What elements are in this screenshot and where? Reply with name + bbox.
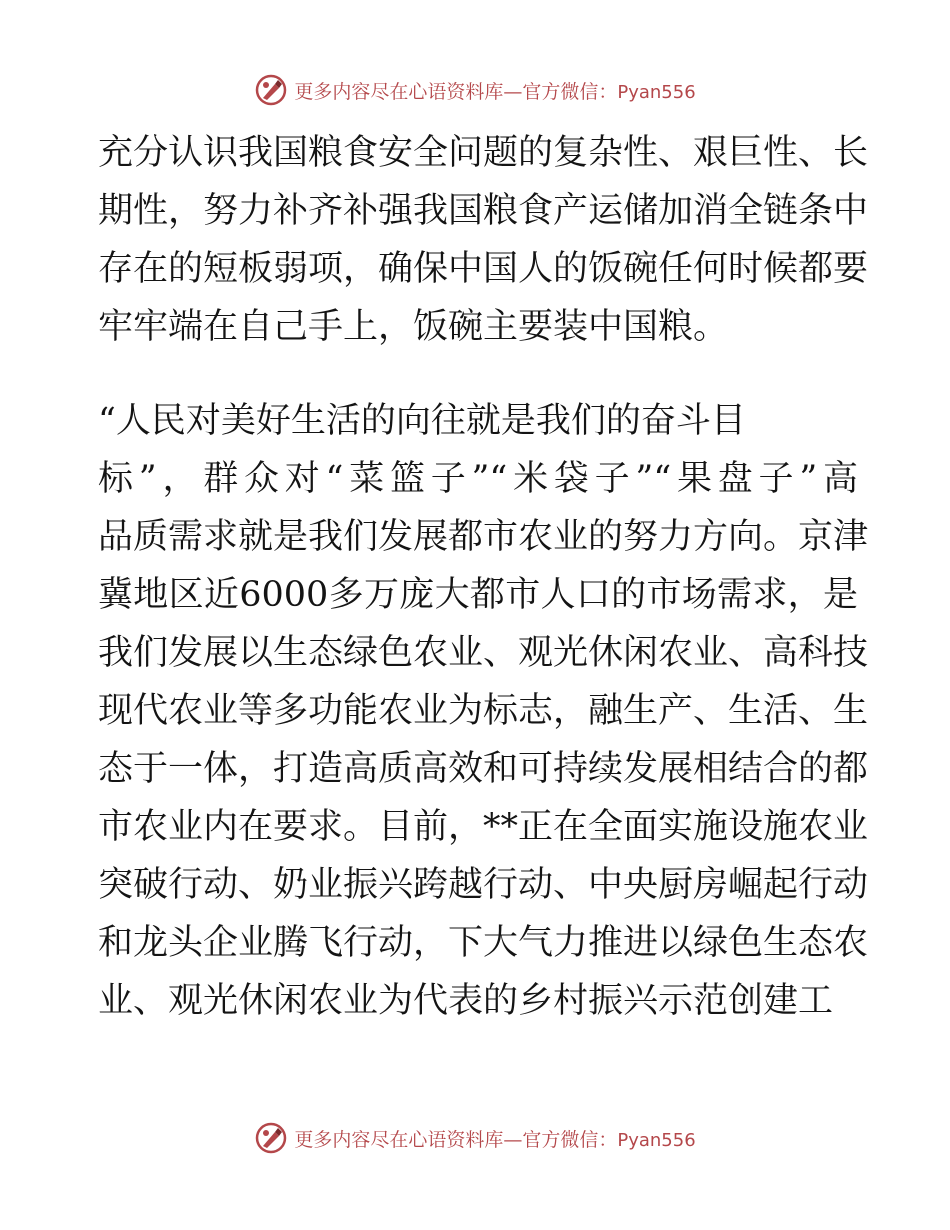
text-line: 和龙头企业腾飞行动，下大气力推进以绿色生态农 [98,923,869,963]
pen-logo-icon [254,73,288,107]
text-line: 品质需求就是我们发展都市农业的努力方向。京津 [98,517,869,557]
text-line: 我们发展以生态绿色农业、观光休闲农业、高科技 [98,633,869,673]
footer-banner [0,1118,950,1158]
text-line: 充分认识我国粮食安全问题的复杂性、艰巨性、长 [98,133,869,173]
text-line: 期性，努力补齐补强我国粮食产运储加消全链条中 [98,191,869,231]
text-line: 市农业内在要求。目前，**正在全面实施设施农业 [98,807,869,847]
text-line: 态于一体，打造高质高效和可持续发展相结合的都 [98,749,869,789]
text-line: 业、观光休闲农业为代表的乡村振兴示范创建工 [98,981,834,1021]
footer-banner-text: 更多内容尽在心语资料库—官方微信：Pyan556 [294,1128,696,1151]
text-line: “人民对美好生活的向往就是我们的奋斗目 [98,401,746,441]
document-body [98,124,869,1030]
text-line: 牢牢端在自己手上，饭碗主要装中国粮。 [98,307,729,347]
text-line: 突破行动、奶业振兴跨越行动、中央厨房崛起行动 [98,865,869,905]
text-line: 存在的短板弱项，确保中国人的饭碗任何时候都要 [98,249,869,289]
text-line: 冀地区近6000多万庞大都市人口的市场需求，是 [98,575,858,615]
pen-logo-icon [254,1121,288,1155]
text-line: 现代农业等多功能农业为标志，融生产、生活、生 [98,691,869,731]
header-banner-text: 更多内容尽在心语资料库—官方微信：Pyan556 [294,80,696,103]
text-line: 标”，群众对“菜篮子”“米袋子”“果盘子”高 [98,459,858,499]
header-banner [0,70,950,110]
